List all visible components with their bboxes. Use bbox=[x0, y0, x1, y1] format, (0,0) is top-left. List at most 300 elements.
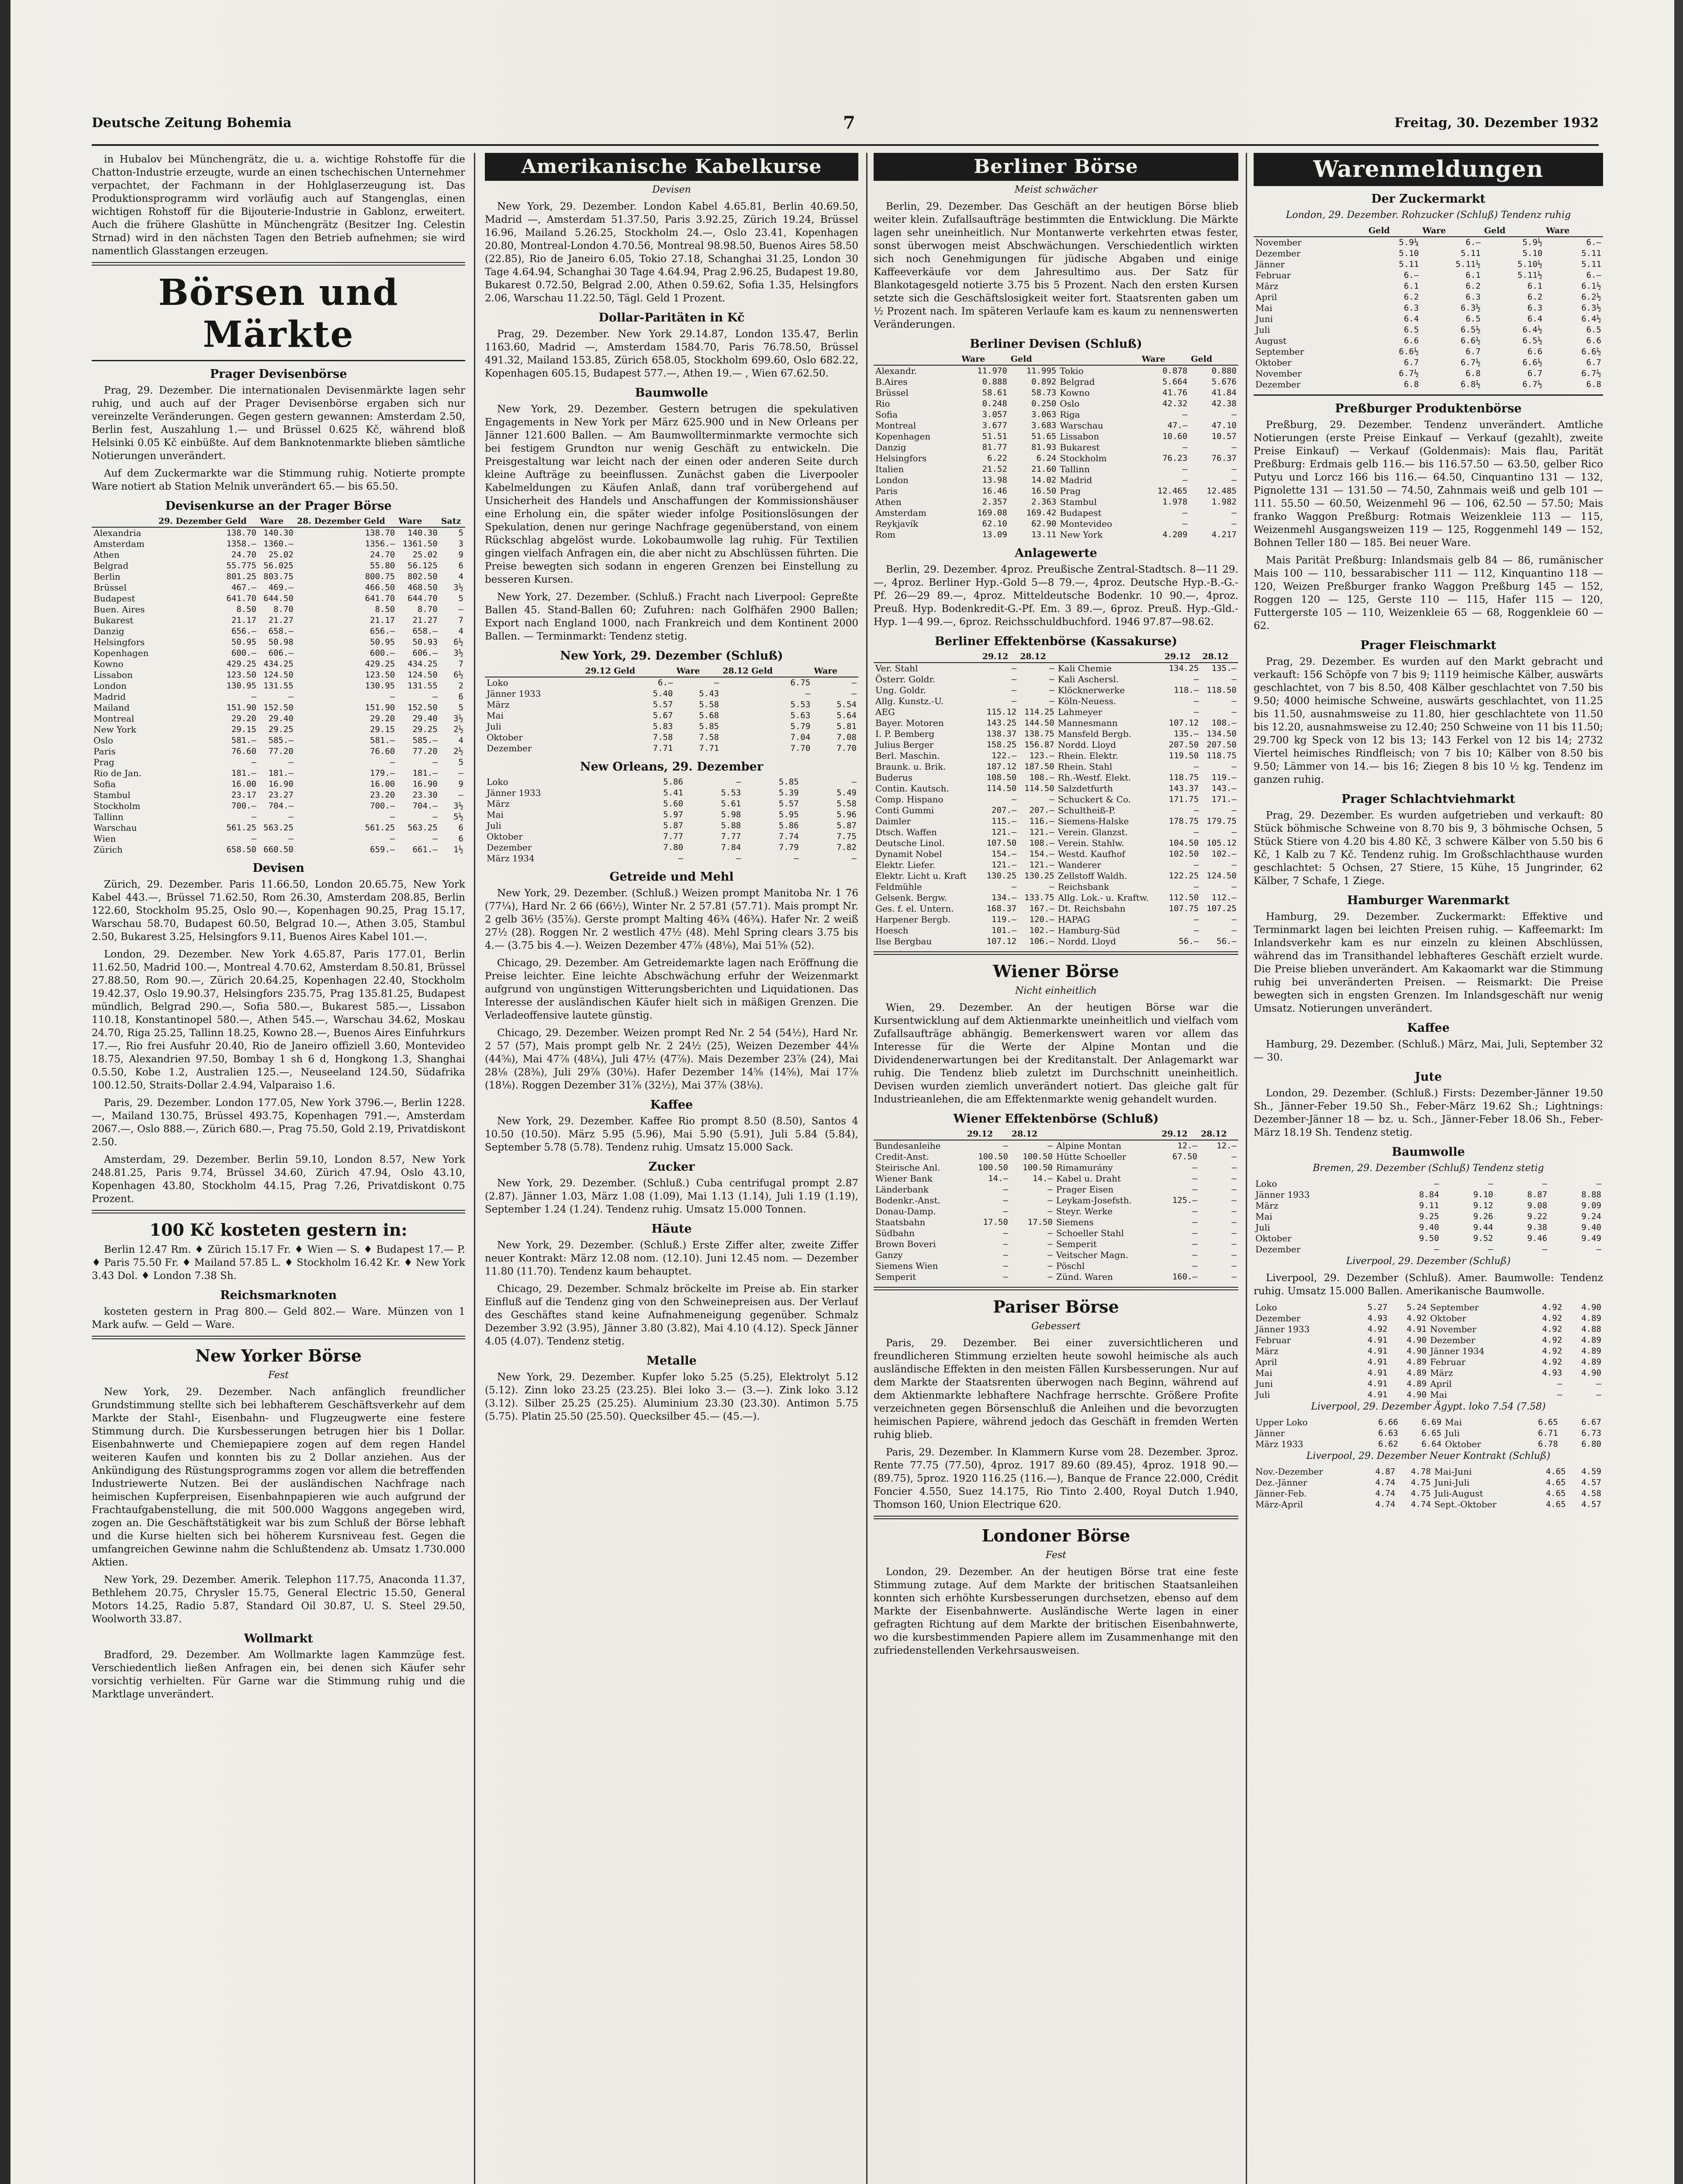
table-row bbox=[874, 420, 1238, 431]
table-cell: — bbox=[851, 777, 857, 787]
table-cell: Gelsenk. Bergw. bbox=[875, 892, 947, 903]
table-cell: — bbox=[1192, 1163, 1198, 1172]
table-cell: 41.84 bbox=[1211, 388, 1237, 397]
table-row bbox=[92, 822, 465, 833]
table-cell: Lahmeyer bbox=[1057, 707, 1102, 717]
table-cell: Veitscher Magn. bbox=[1056, 1250, 1129, 1260]
table-cell: 29.15 bbox=[370, 725, 395, 734]
table-cell: Mai bbox=[1445, 1417, 1462, 1427]
table-cell: 207.50 bbox=[1168, 740, 1199, 750]
table-cell: 7.71 bbox=[699, 743, 719, 753]
table-cell: 7.79 bbox=[778, 843, 799, 852]
table-cell: — bbox=[1192, 1174, 1198, 1183]
table-cell: Loko bbox=[1255, 1178, 1277, 1189]
table-cell: Juli bbox=[1445, 1428, 1460, 1438]
table-cell: Siemens Wien bbox=[875, 1261, 938, 1271]
table-cell: 600.— bbox=[231, 648, 256, 658]
table-row bbox=[874, 1162, 1238, 1173]
table-cell: 108.50 bbox=[986, 773, 1017, 782]
table-row bbox=[485, 777, 858, 788]
column-header: Ware bbox=[397, 516, 439, 527]
table-cell: 9.38 bbox=[1527, 1223, 1548, 1232]
table-cell: — bbox=[1231, 475, 1237, 485]
table-cell: — bbox=[1557, 1379, 1562, 1389]
table-row bbox=[92, 681, 465, 691]
table-cell: 0.878 bbox=[1162, 366, 1188, 376]
table-cell: 6.7 bbox=[1527, 369, 1543, 378]
table-cell: 5.10½ bbox=[1517, 259, 1543, 269]
table-cell: Brüssel bbox=[875, 387, 909, 398]
table-cell: 121.— bbox=[1029, 860, 1054, 870]
table-cell: 563.25 bbox=[408, 823, 438, 833]
table-cell: 6.1 bbox=[1465, 270, 1481, 280]
table-cell: 100.50 bbox=[1023, 1152, 1053, 1161]
berlin-devisen-table bbox=[874, 354, 1238, 540]
table-cell: Elektr. Licht u. Kraft bbox=[875, 871, 967, 881]
table-cell: — bbox=[1193, 926, 1199, 935]
table-cell: 108.— bbox=[1029, 838, 1054, 848]
table-cell: — bbox=[1231, 696, 1237, 706]
table-cell: 5.27 bbox=[1367, 1303, 1388, 1312]
table-cell: — bbox=[251, 757, 256, 767]
table-cell: 134.25 bbox=[1168, 663, 1199, 673]
kabel-sub: Devisen bbox=[652, 184, 691, 195]
table-cell: 55.80 bbox=[370, 561, 395, 570]
table-cell: 6.22 bbox=[987, 453, 1007, 463]
table-cell: 179.75 bbox=[1206, 816, 1237, 826]
table-cell: 2½ bbox=[453, 746, 463, 756]
column-header: 28. Dezember Geld bbox=[295, 516, 397, 527]
table-cell: 9.52 bbox=[1473, 1234, 1493, 1243]
table-cell: — bbox=[1231, 1152, 1237, 1161]
table-cell: — bbox=[1193, 707, 1199, 717]
table-cell: 7.77 bbox=[721, 832, 741, 841]
page-header bbox=[92, 109, 1599, 146]
table-cell: Warschau bbox=[93, 822, 137, 833]
table-cell: 800.75 bbox=[365, 572, 395, 581]
table-cell: 115.— bbox=[992, 816, 1017, 826]
table-row bbox=[874, 377, 1238, 387]
table-cell: 6.6 bbox=[1527, 347, 1543, 356]
table-cell: Rhein. Stahl bbox=[1057, 761, 1113, 772]
table-cell: 8.88 bbox=[1581, 1190, 1601, 1199]
table-cell: 9.11 bbox=[1419, 1201, 1439, 1210]
table-cell: 6.65 bbox=[1538, 1417, 1558, 1427]
table-cell: Juli bbox=[1255, 1389, 1270, 1400]
divider bbox=[92, 262, 465, 266]
table-cell: 105.12 bbox=[1206, 838, 1237, 848]
table-cell: 6.65 bbox=[1421, 1428, 1442, 1438]
pressburg-heading: Preßburger Produktenbörse bbox=[1335, 402, 1522, 415]
table-cell: Siemens-Halske bbox=[1057, 816, 1129, 826]
table-cell: Wien bbox=[93, 833, 116, 844]
table-cell: Comp. Hispano bbox=[875, 794, 943, 805]
table-cell: 12.— bbox=[1216, 1141, 1237, 1151]
weff-heading: Wiener Effektenbörse (Schluß) bbox=[953, 1112, 1159, 1126]
table-cell: 4.89 bbox=[1407, 1357, 1427, 1367]
column-header: 29.12 bbox=[981, 651, 1019, 663]
table-cell: Juli bbox=[1255, 325, 1270, 335]
table-cell: 130.95 bbox=[226, 681, 256, 691]
table-cell: 4.87 bbox=[1375, 1467, 1396, 1476]
table-cell: Warschau bbox=[1060, 420, 1103, 431]
table-cell: — bbox=[1003, 1250, 1008, 1260]
table-cell: Madrid bbox=[1060, 475, 1092, 485]
devisenkurse-table bbox=[92, 516, 465, 855]
column-3 bbox=[874, 153, 1238, 2184]
table-cell: Februar bbox=[1255, 1335, 1291, 1345]
table-cell: Juni-Juli bbox=[1434, 1477, 1470, 1488]
table-cell: 4.90 bbox=[1407, 1335, 1427, 1345]
table-cell: — bbox=[1542, 1179, 1548, 1189]
table-cell: 171.— bbox=[1211, 795, 1237, 804]
table-cell: 181.— bbox=[412, 768, 438, 778]
table-cell: 135.— bbox=[1211, 663, 1237, 673]
table-cell: 3½ bbox=[453, 801, 463, 811]
table-cell: 187.12 bbox=[986, 762, 1017, 771]
liverpool3-table bbox=[1254, 1466, 1603, 1510]
table-cell: 160.— bbox=[1172, 1272, 1198, 1282]
table-row bbox=[1254, 1302, 1603, 1313]
table-cell: Jänner 1933 bbox=[1255, 1324, 1310, 1334]
wiener-text: Wien, 29. Dezember. An der heutigen Börse war die Kursentwicklung auf dem Aktienmarkte uneinheitlich und vielfach vom Zufallsaufträge abhängig. Bemerkenswert waren vor allem das Interesse für die Werte der Alpine Montan und die Dividendenerwartungen bei der Kreditanstalt. Der Anlagemarkt war ruhig. Die Tendenz blieb zuletzt im Durchschnitt uneinheitlich. Devisen wurden ziemlich unverändert notiert. Das gleiche galt für Industrieanlehen, die am Effektenmarkte wenig gehandelt wurden. bbox=[874, 1002, 1238, 1105]
table-cell: 102.50 bbox=[1168, 849, 1199, 859]
table-cell: 151.90 bbox=[365, 703, 395, 712]
table-cell: Dezember bbox=[1430, 1335, 1476, 1345]
table-cell: Pöschl bbox=[1056, 1261, 1085, 1271]
table-cell: 5.83 bbox=[653, 722, 673, 731]
table-cell: 9.10 bbox=[1473, 1190, 1493, 1199]
table-cell: — bbox=[432, 757, 438, 767]
table-cell: 16.50 bbox=[1031, 486, 1057, 496]
table-cell: 156.87 bbox=[1024, 740, 1054, 750]
table-cell: 25.02 bbox=[412, 550, 438, 560]
table-cell: 124.50 bbox=[1206, 871, 1237, 881]
table-cell: März bbox=[1255, 281, 1279, 291]
table-cell: Dynamit Nobel bbox=[875, 849, 942, 859]
table-row bbox=[874, 486, 1238, 497]
table-cell: — bbox=[1047, 1239, 1053, 1249]
table-cell: 6.3 bbox=[1403, 303, 1419, 313]
table-cell: 100.50 bbox=[1023, 1163, 1053, 1172]
column-1 bbox=[92, 153, 465, 2184]
table-cell: 4 bbox=[458, 626, 463, 636]
table-cell: 10.60 bbox=[1162, 432, 1188, 441]
table-cell: 5.49 bbox=[836, 788, 857, 798]
table-cell: Berlin bbox=[93, 571, 121, 582]
table-row bbox=[874, 1250, 1238, 1261]
table-row bbox=[1254, 259, 1603, 270]
table-cell: 801.25 bbox=[226, 572, 256, 581]
table-cell: 5.57 bbox=[653, 700, 673, 709]
table-cell: 179.— bbox=[370, 768, 395, 778]
table-cell: 8.70 bbox=[417, 605, 438, 614]
table-cell: Italien bbox=[875, 464, 904, 474]
table-cell: — bbox=[432, 692, 438, 702]
table-cell: 6.— bbox=[1403, 270, 1419, 280]
table-cell: Staatsbahn bbox=[875, 1217, 926, 1227]
table-row bbox=[92, 626, 465, 637]
table-cell: Stockholm bbox=[1060, 453, 1107, 463]
table-row bbox=[874, 925, 1238, 936]
table-cell: 5.88 bbox=[721, 821, 741, 830]
column-header: Geld bbox=[1367, 225, 1420, 237]
table-cell: 4.74 bbox=[1410, 1500, 1431, 1509]
table-row bbox=[92, 691, 465, 702]
table-cell: 112.50 bbox=[1168, 893, 1199, 902]
table-cell: 4.65 bbox=[1545, 1478, 1566, 1487]
chicago2-text: Chicago, 29. Dezember. Weizen prompt Red Nr. 2 54 (54½), Hard Nr. 2 57 (57), Mais prompt gelb Nr. 2 24½ (25), Weizen Dezember 44⅛ (44⅝), Mai 47⅞ (48¼), Juli 47½ (47⅞). Mais Dezember 23⅞ (24), Mai 28⅛ (28⅜), Juli 29⅞ (30⅛). Hafer Dezember 14⅝ (14⅝), Mai 17⅞ (18⅛). Roggen Dezember 31⅞ (32½), Mai 37⅞ (38⅛). bbox=[485, 1027, 858, 1091]
table-cell: London bbox=[93, 681, 127, 691]
table-cell: 704.— bbox=[412, 801, 438, 811]
table-header-row bbox=[874, 1129, 1238, 1140]
table-cell: 4.90 bbox=[1581, 1368, 1601, 1378]
table-cell: 158.25 bbox=[986, 740, 1017, 750]
table-row bbox=[1254, 1389, 1603, 1400]
table-cell: — bbox=[1049, 882, 1054, 892]
table-cell: — bbox=[1003, 1185, 1008, 1194]
table-cell: Kali Aschersl. bbox=[1057, 674, 1119, 684]
table-cell: 16.90 bbox=[412, 779, 438, 789]
table-cell: 5.67 bbox=[653, 711, 673, 720]
table-cell: — bbox=[1434, 1179, 1439, 1189]
table-cell: Sofia bbox=[93, 779, 116, 789]
table-cell: September bbox=[1430, 1302, 1479, 1313]
table-cell: Conti Gummi bbox=[875, 805, 934, 816]
column-2 bbox=[485, 153, 858, 2184]
table-cell: Hoesch bbox=[875, 925, 909, 936]
table-cell: 585.— bbox=[412, 736, 438, 745]
table-row bbox=[485, 798, 858, 809]
table-cell: 17.50 bbox=[1027, 1217, 1053, 1227]
column-header bbox=[1254, 225, 1367, 237]
table-cell: 469.— bbox=[268, 583, 294, 592]
table-cell: Februar bbox=[1255, 270, 1291, 280]
table-cell: 5.9½ bbox=[1522, 238, 1543, 247]
table-cell: 5.79 bbox=[790, 722, 811, 731]
table-row bbox=[1254, 292, 1603, 303]
table-cell: 581.— bbox=[231, 736, 256, 745]
table-cell: 125.— bbox=[1172, 1196, 1198, 1205]
table-cell: 4.89 bbox=[1581, 1313, 1601, 1323]
table-row bbox=[92, 571, 465, 582]
table-cell: 131.55 bbox=[263, 681, 294, 691]
dollar-heading: Dollar-Paritäten in Kč bbox=[598, 311, 745, 325]
table-cell: 21.52 bbox=[982, 464, 1007, 474]
cotton-text: New York, 29. Dezember. Gestern betrugen die spekulativen Engagements in New York per März 625.900 und in New Orleans per Jänner 121.600 Ballen. — Am Baumwollterminmarkte vermochte sich bei festigem Grundton nur wenig Geschäft zu entwickeln. Die Preisgestaltung war leicht nach der einen oder anderen Seite durch kleine Aufträge zu beeinflussen. Zunächst gaben die Liverpooler Kabelmeldungen zu Käufen Anlaß, dann traf vorübergehend auf Unsicherheit des Handels und Anschaffungen der Kommissionshäuser eine Erholung ein, die später wieder infolge Positionslösungen der Spekulation, denen nur geringe Nachfrage gegenüberstand, von einem Rückschlag abgelöst wurde. Lokobaumwolle lag ruhig. Für Textilien gingen vielfach Anfragen ein, die aber nicht zu Abschlüssen führten. Die Preise bewegten sich sodann in engeren Grenzen bei Einstellung zu besseren Kursen. bbox=[485, 404, 858, 585]
column-header: 29. Dezember Geld bbox=[157, 516, 258, 527]
table-cell: Allg. Kunstz.-U. bbox=[875, 696, 944, 706]
table-cell: 6.69 bbox=[1421, 1417, 1442, 1427]
table-cell: — bbox=[1003, 1272, 1008, 1282]
table-cell: 6.8 bbox=[1465, 369, 1481, 378]
table-cell: — bbox=[1434, 1244, 1439, 1254]
table-cell: 6.7 bbox=[1586, 358, 1601, 367]
table-cell: 178.75 bbox=[1168, 816, 1199, 826]
table-cell: Montreal bbox=[93, 713, 135, 724]
pariser-text: Paris, 29. Dezember. Bei einer zuversichtlicheren und freundlicheren Stimmung erzielten heute sowohl heimische als auch ausländische Effekten in den meisten Fällen Kursbesserungen. Nur auf dem Markte der Staatsrenten überwogen nach Beginn, während auf dem Aktienmarkte lebhaftere Nachfrage herrschte. Größere Profite verzeichneten gegen Börsenschluß die Anleihen und die bevorzugten heimischen Papiere, während jedoch das Geschäft in fremden Werten ruhig blieb. bbox=[874, 1337, 1238, 1441]
effekt-heading: Berliner Effektenbörse (Kassakurse) bbox=[934, 635, 1178, 648]
column-header: Geld bbox=[1189, 354, 1238, 365]
table-cell: 41.76 bbox=[1162, 388, 1188, 397]
table-cell: 467.— bbox=[231, 583, 256, 592]
table-cell: — bbox=[1231, 442, 1237, 452]
table-cell: 102.— bbox=[1211, 849, 1237, 859]
table-cell: 5.11½ bbox=[1455, 259, 1481, 269]
table-cell: 1.978 bbox=[1162, 497, 1188, 507]
table-cell: Stockholm bbox=[93, 801, 141, 811]
table-cell: Reichsbank bbox=[1057, 881, 1109, 892]
london-heading: Londoner Börse bbox=[981, 1526, 1130, 1545]
table-cell: 4.88 bbox=[1581, 1324, 1601, 1334]
table-cell: Mai bbox=[1430, 1389, 1447, 1400]
table-cell: 5.53 bbox=[721, 788, 741, 798]
table-cell: 563.25 bbox=[263, 823, 294, 833]
table-cell: Siemens bbox=[1056, 1217, 1094, 1227]
table-cell: 107.75 bbox=[1168, 904, 1199, 913]
table-cell: 2½ bbox=[453, 725, 463, 734]
table-cell: 658.50 bbox=[226, 845, 256, 854]
column-header bbox=[874, 1129, 965, 1140]
anlage-heading: Anlagewerte bbox=[1015, 546, 1097, 560]
table-cell: — bbox=[1231, 827, 1237, 837]
table-cell: 9.40 bbox=[1581, 1223, 1601, 1232]
table-cell: Rimamurány bbox=[1056, 1162, 1113, 1173]
table-cell: 5.97 bbox=[663, 810, 684, 819]
table-cell: Julius Berger bbox=[875, 740, 934, 750]
table-cell: Juni bbox=[1255, 314, 1273, 324]
table-cell: 122.— bbox=[992, 751, 1017, 760]
table-cell: — bbox=[1003, 1261, 1008, 1271]
table-cell: Mai bbox=[487, 809, 504, 820]
table-cell: 29.20 bbox=[370, 714, 395, 723]
table-cell: Prag bbox=[93, 757, 114, 767]
divider bbox=[92, 1210, 465, 1213]
table-row bbox=[92, 527, 465, 539]
table-cell: — bbox=[1047, 1185, 1053, 1194]
table-cell: — bbox=[1193, 674, 1199, 684]
column-header: Geld bbox=[1483, 225, 1544, 237]
table-cell: 123.50 bbox=[365, 670, 395, 680]
table-cell: 134.— bbox=[992, 893, 1017, 902]
column-header: Ware bbox=[812, 666, 858, 677]
table-cell: Brown Boveri bbox=[875, 1239, 936, 1249]
table-row bbox=[1254, 1428, 1603, 1439]
kabel-heading: Amerikanische Kabelkurse bbox=[485, 153, 858, 181]
table-cell: Jänner 1933 bbox=[487, 788, 541, 798]
table-header-row bbox=[874, 354, 1238, 365]
table-cell: 0.248 bbox=[982, 399, 1007, 408]
table-row bbox=[92, 549, 465, 560]
column-header bbox=[485, 666, 583, 677]
table-cell: 13.11 bbox=[1031, 530, 1057, 539]
table-cell: 3½ bbox=[453, 648, 463, 658]
table-row bbox=[1254, 1466, 1603, 1477]
coffee-text: New York, 29. Dezember. Kaffee Rio prompt 8.50 (8.50), Santos 4 10.50 (10.50). März 5.95 (5.96), Mai 5.90 (5.91), Juli 5.84 (5.84), September 5.78 (5.78). Tendenz ruhig. Umsatz 15.000 Sack. bbox=[485, 1116, 858, 1153]
table-cell: 3½ bbox=[453, 714, 463, 723]
table-cell: Rhein. Elektr. bbox=[1057, 750, 1119, 761]
table-cell: 4.92 bbox=[1542, 1357, 1562, 1367]
devisenkurse-heading: Devisenkurse an der Prager Börse bbox=[165, 499, 392, 513]
table-row bbox=[92, 615, 465, 626]
table-cell: 4.59 bbox=[1581, 1467, 1601, 1476]
table-cell: 6.66 bbox=[1378, 1417, 1398, 1427]
table-row bbox=[874, 453, 1238, 464]
table-cell: Mailand bbox=[93, 702, 130, 713]
dollar-text: Prag, 29. Dezember. New York 29.14.87, London 135.47, Berlin 1163.60, Madrid —, Amsterdam 1584.70, Paris 76.78.50, Brüssel 491.32, Mailand 153.85, Zürich 658.05, Stockholm 699.60, Oslo 682.22, Kopenhagen 605.15, Budapest 577.—, Athen 19.— , Wien 67.62.50. bbox=[485, 328, 858, 379]
table-cell: 6.6½ bbox=[1460, 336, 1481, 346]
table-cell: Zünd. Waren bbox=[1056, 1272, 1113, 1282]
jute-text: London, 29. Dezember. (Schluß.) Firsts: Dezember-Jänner 19.50 Sh., Jänner-Feber 19.50 Sh., Feber-März 19.62 Sh.; Lightnings: Dezember-Jänner 18 — bz. u. Sch., Jänner-Feber 18.06 Sh., Feber-März 18.19 Sh. Tendenz stetig. bbox=[1254, 1088, 1603, 1138]
table-cell: 4.90 bbox=[1581, 1303, 1601, 1312]
table-cell: 50.95 bbox=[370, 637, 395, 647]
table-cell: I. P. Bemberg bbox=[875, 729, 935, 739]
london-bourse-text: London, 29. Dezember. An der heutigen Börse trat eine feste Stimmung zutage. Auf dem Markte der britischen Staatsanleihen konnten sich erhöhte Kursbesserungen durchsetzen, ebenso auf dem Markte der Eisenbahnwerte. Ausländische Werte lagen in einer gefragten Richtung auf dem Markte der britischen Eisenbahnwerte, wo die kursbestimmenden Papiere allem im Zusammenhange mit den zufriedenstellenden Verkehrsausweisen. bbox=[874, 1566, 1238, 1656]
table-cell: 661.— bbox=[412, 845, 438, 854]
table-cell: 6.7 bbox=[1465, 347, 1481, 356]
table-cell: 5.86 bbox=[778, 821, 799, 830]
column-header: Geld bbox=[1009, 354, 1058, 365]
table-row bbox=[874, 892, 1238, 903]
table-row bbox=[1254, 1233, 1603, 1244]
scan-edge-left bbox=[0, 0, 10, 2184]
table-cell: 434.25 bbox=[408, 659, 438, 669]
column-header: Ware bbox=[960, 354, 1009, 365]
column-header: 28.12 bbox=[1200, 651, 1238, 663]
table-cell: 13.09 bbox=[982, 530, 1007, 539]
table-cell: 7.70 bbox=[790, 743, 811, 753]
table-cell: 16.00 bbox=[231, 779, 256, 789]
table-cell: 107.50 bbox=[986, 838, 1017, 848]
table-cell: 6.8 bbox=[1403, 380, 1419, 389]
table-cell: Oktober bbox=[1255, 357, 1292, 368]
table-cell: — bbox=[1047, 1228, 1053, 1238]
table-cell: April bbox=[1255, 1357, 1277, 1367]
table-cell: Juli bbox=[487, 820, 501, 831]
table-cell: — bbox=[1192, 1239, 1198, 1249]
table-row bbox=[874, 508, 1238, 518]
table-row bbox=[874, 696, 1238, 707]
table-cell: 4 bbox=[458, 572, 463, 581]
column-4 bbox=[1254, 153, 1603, 2184]
table-row bbox=[874, 409, 1238, 420]
table-cell: — bbox=[1231, 926, 1237, 935]
table-cell: — bbox=[1488, 1179, 1493, 1189]
table-cell: 9.26 bbox=[1473, 1212, 1493, 1221]
table-cell: 9.08 bbox=[1527, 1201, 1548, 1210]
liverpool2-sub: Liverpool, 29. Dezember Ägypt. loko 7.54 (7.58) bbox=[1311, 1401, 1546, 1412]
table-row bbox=[1254, 303, 1603, 314]
table-cell: 5.11 bbox=[1581, 249, 1601, 258]
table-cell: 12.465 bbox=[1157, 486, 1188, 496]
table-cell: Berl. Maschin. bbox=[875, 750, 940, 761]
table-row bbox=[1254, 1439, 1603, 1450]
table-cell: 6.63 bbox=[1378, 1428, 1398, 1438]
table-cell: Salzdetfurth bbox=[1057, 783, 1113, 794]
table-cell: Mai bbox=[487, 710, 504, 721]
table-cell: 106.— bbox=[1029, 936, 1054, 946]
table-cell: 4.92 bbox=[1542, 1324, 1562, 1334]
table-cell: — bbox=[1231, 464, 1237, 474]
table-cell: Tokio bbox=[1060, 366, 1084, 376]
table-cell: — bbox=[1003, 1239, 1008, 1249]
table-cell: Rio de Jan. bbox=[93, 768, 142, 778]
table-cell: Juli bbox=[1255, 1222, 1270, 1233]
table-row bbox=[92, 713, 465, 724]
no-cotton-table bbox=[485, 777, 858, 864]
table-row bbox=[1254, 1324, 1603, 1335]
table-cell: 7.08 bbox=[836, 733, 857, 742]
